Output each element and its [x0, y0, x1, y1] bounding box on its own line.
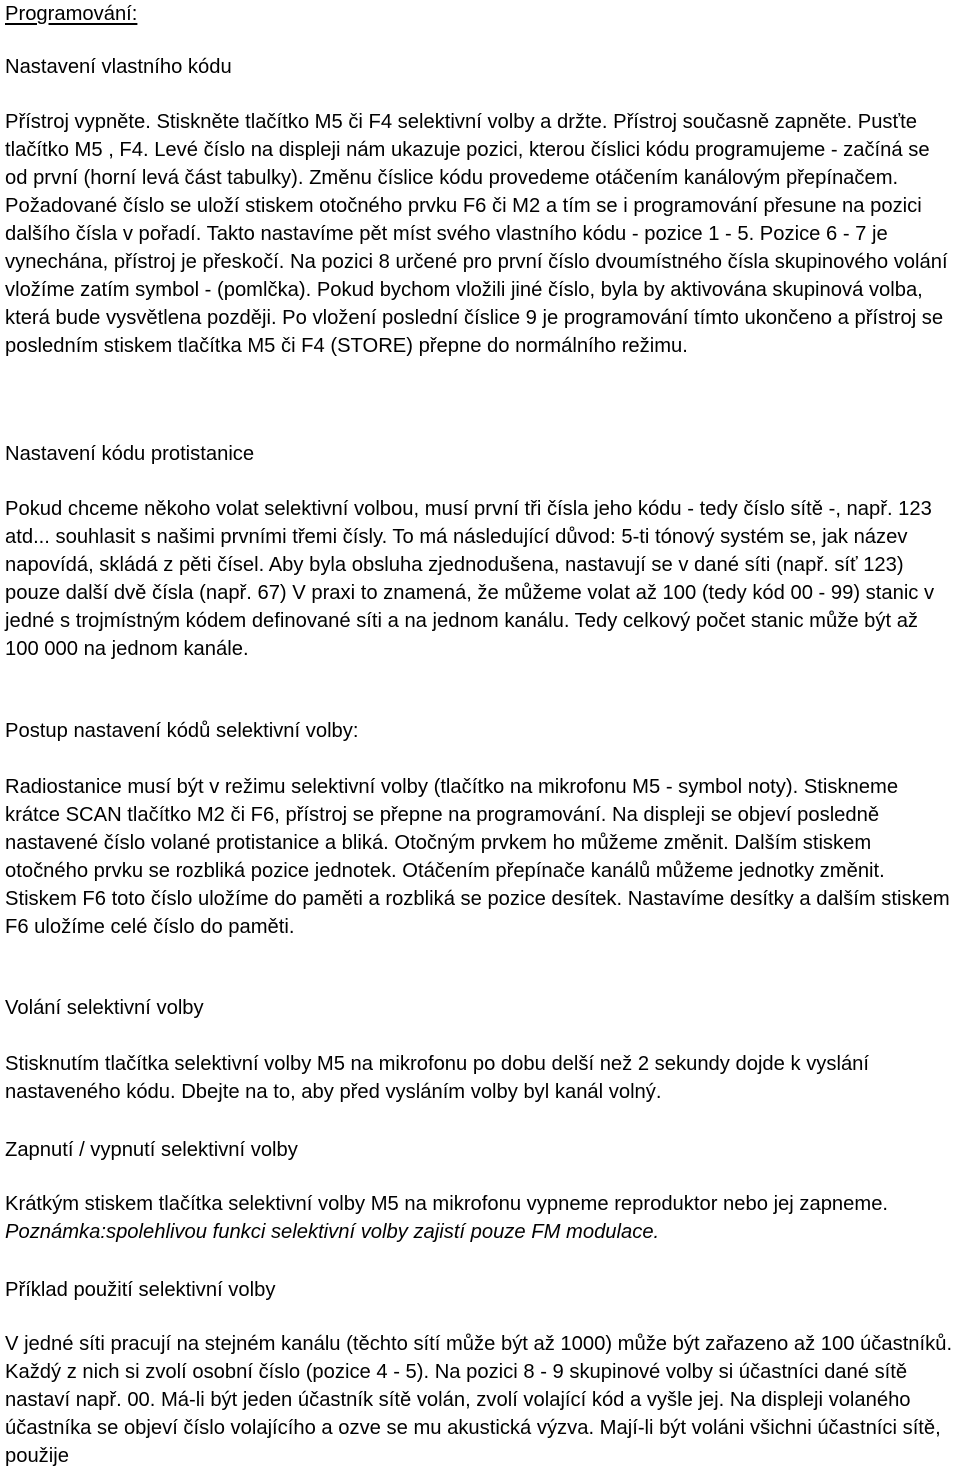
section-heading-calling: Volání selektivní volby: [5, 997, 204, 1019]
section-body-remote-code: Pokud chceme někoho volat selektivní volbou, musí první tři čísla jeho kódu - tedy číslo sítě -, např. 123 atd... souhlasit s našimi prvními třemi čísly. To má následující důvod: 5-ti tónový systém se, jak název napovídá, skládá z pěti čísel. Aby byla obsluha zjednodušena, nastavují se v dané síti (např. síť 123) pouze další dvě čísla (např. 67) V praxi to znamená, že můžeme volat až 100 (tedy kód 00 - 99) stanic v jedné s trojmístným kódem definované síti a na jednom kanálu. Tedy celkový počet stanic může být až 100 000 na jednom kanále.: [5, 498, 935, 660]
section-body-own-code: Přístroj vypněte. Stiskněte tlačítko M5 či F4 selektivní volby a držte. Přístroj současně zapněte. Pusťte tlačítko M5 , F4. Levé číslo na displeji nám ukazuje pozici, kterou číslici kódu programujeme - začíná se od první (horní levá část tabulky). Změnu číslice kódu provedeme otáčením kanálovým přepínačem. Požadované číslo se uloží stiskem otočného prvku F6 či M2 a tím se i programování přesune na pozici dalšího čísla v pořadí. Takto nastavíme pět míst svého vlastního kódu - pozice 1 - 5. Pozice 6 - 7 je vynechána, přístroj je přeskočí. Na pozici 8 určené pro první číslo dvoumístného čísla skupinového volání vložíme zatím symbol - (pomlčka). Pokud bychom vložili jiné číslo, byla by aktivována skupinová volba, která bude vysvětlena později. Po vložení poslední číslice 9 je programování tímto ukončeno a přístroj se posledním stiskem tlačítka M5 či F4 (STORE) přepne do normálního režimu.: [5, 111, 948, 357]
section-heading-setup-procedure: Postup nastavení kódů selektivní volby:: [5, 720, 359, 742]
section-heading-own-code: Nastavení vlastního kódu: [5, 56, 232, 78]
section-body-setup-procedure: Radiostanice musí být v režimu selektivní volby (tlačítko na mikrofonu M5 - symbol noty). Stiskneme krátce SCAN tlačítko M2 či F6, přístroj se přepne na programování. Na displeji se objeví posledně nastavené číslo volané protistanice a bliká. Otočným prvkem ho můžeme změnit. Dalším stiskem otočného prvku se rozbliká pozice jednotek. Otáčením přepínače kanálů můžeme jednotky změnit. Stiskem F6 toto číslo uložíme do paměti a rozbliká se pozice desítek. Nastavíme desítky a dalším stiskem F6 uložíme celé číslo do paměti.: [5, 776, 950, 938]
section-heading-toggle: Zapnutí / vypnutí selektivní volby: [5, 1139, 298, 1161]
toggle-body-text: Krátkým stiskem tlačítka selektivní volby M5 na mikrofonu vypneme reproduktor nebo jej zapneme.: [5, 1193, 889, 1215]
section-body-example: V jedné síti pracují na stejném kanálu (těchto sítí může být až 1000) může být zařazeno až 100 účastníků. Každý z nich si zvolí osobní číslo (pozice 4 - 5). Na pozici 8 - 9 skupinové volby si účastníci dané sítě nastaví např. 00. Má-li být jeden účastník sítě volán, zvolí volající kód a vyšle jej. Na displeji volaného účastníka se objeví číslo volajícího a ozve se mu akustická výzva. Mají-li být voláni všichni účastníci sítě, použije: [5, 1333, 953, 1467]
document-title: Programování:: [5, 3, 138, 25]
toggle-note: Poznámka:spolehlivou funkci selektivní volby zajistí pouze FM modulace.: [5, 1221, 660, 1243]
section-body-calling: Stisknutím tlačítka selektivní volby M5 na mikrofonu po dobu delší než 2 sekundy dojde k vyslání nastaveného kódu. Dbejte na to, aby před vysláním volby byl kanál volný.: [5, 1053, 870, 1103]
section-body-toggle: [5, 1190, 957, 1246]
section-heading-example: Příklad použití selektivní volby: [5, 1279, 276, 1301]
section-heading-remote-code: Nastavení kódu protistanice: [5, 443, 255, 465]
